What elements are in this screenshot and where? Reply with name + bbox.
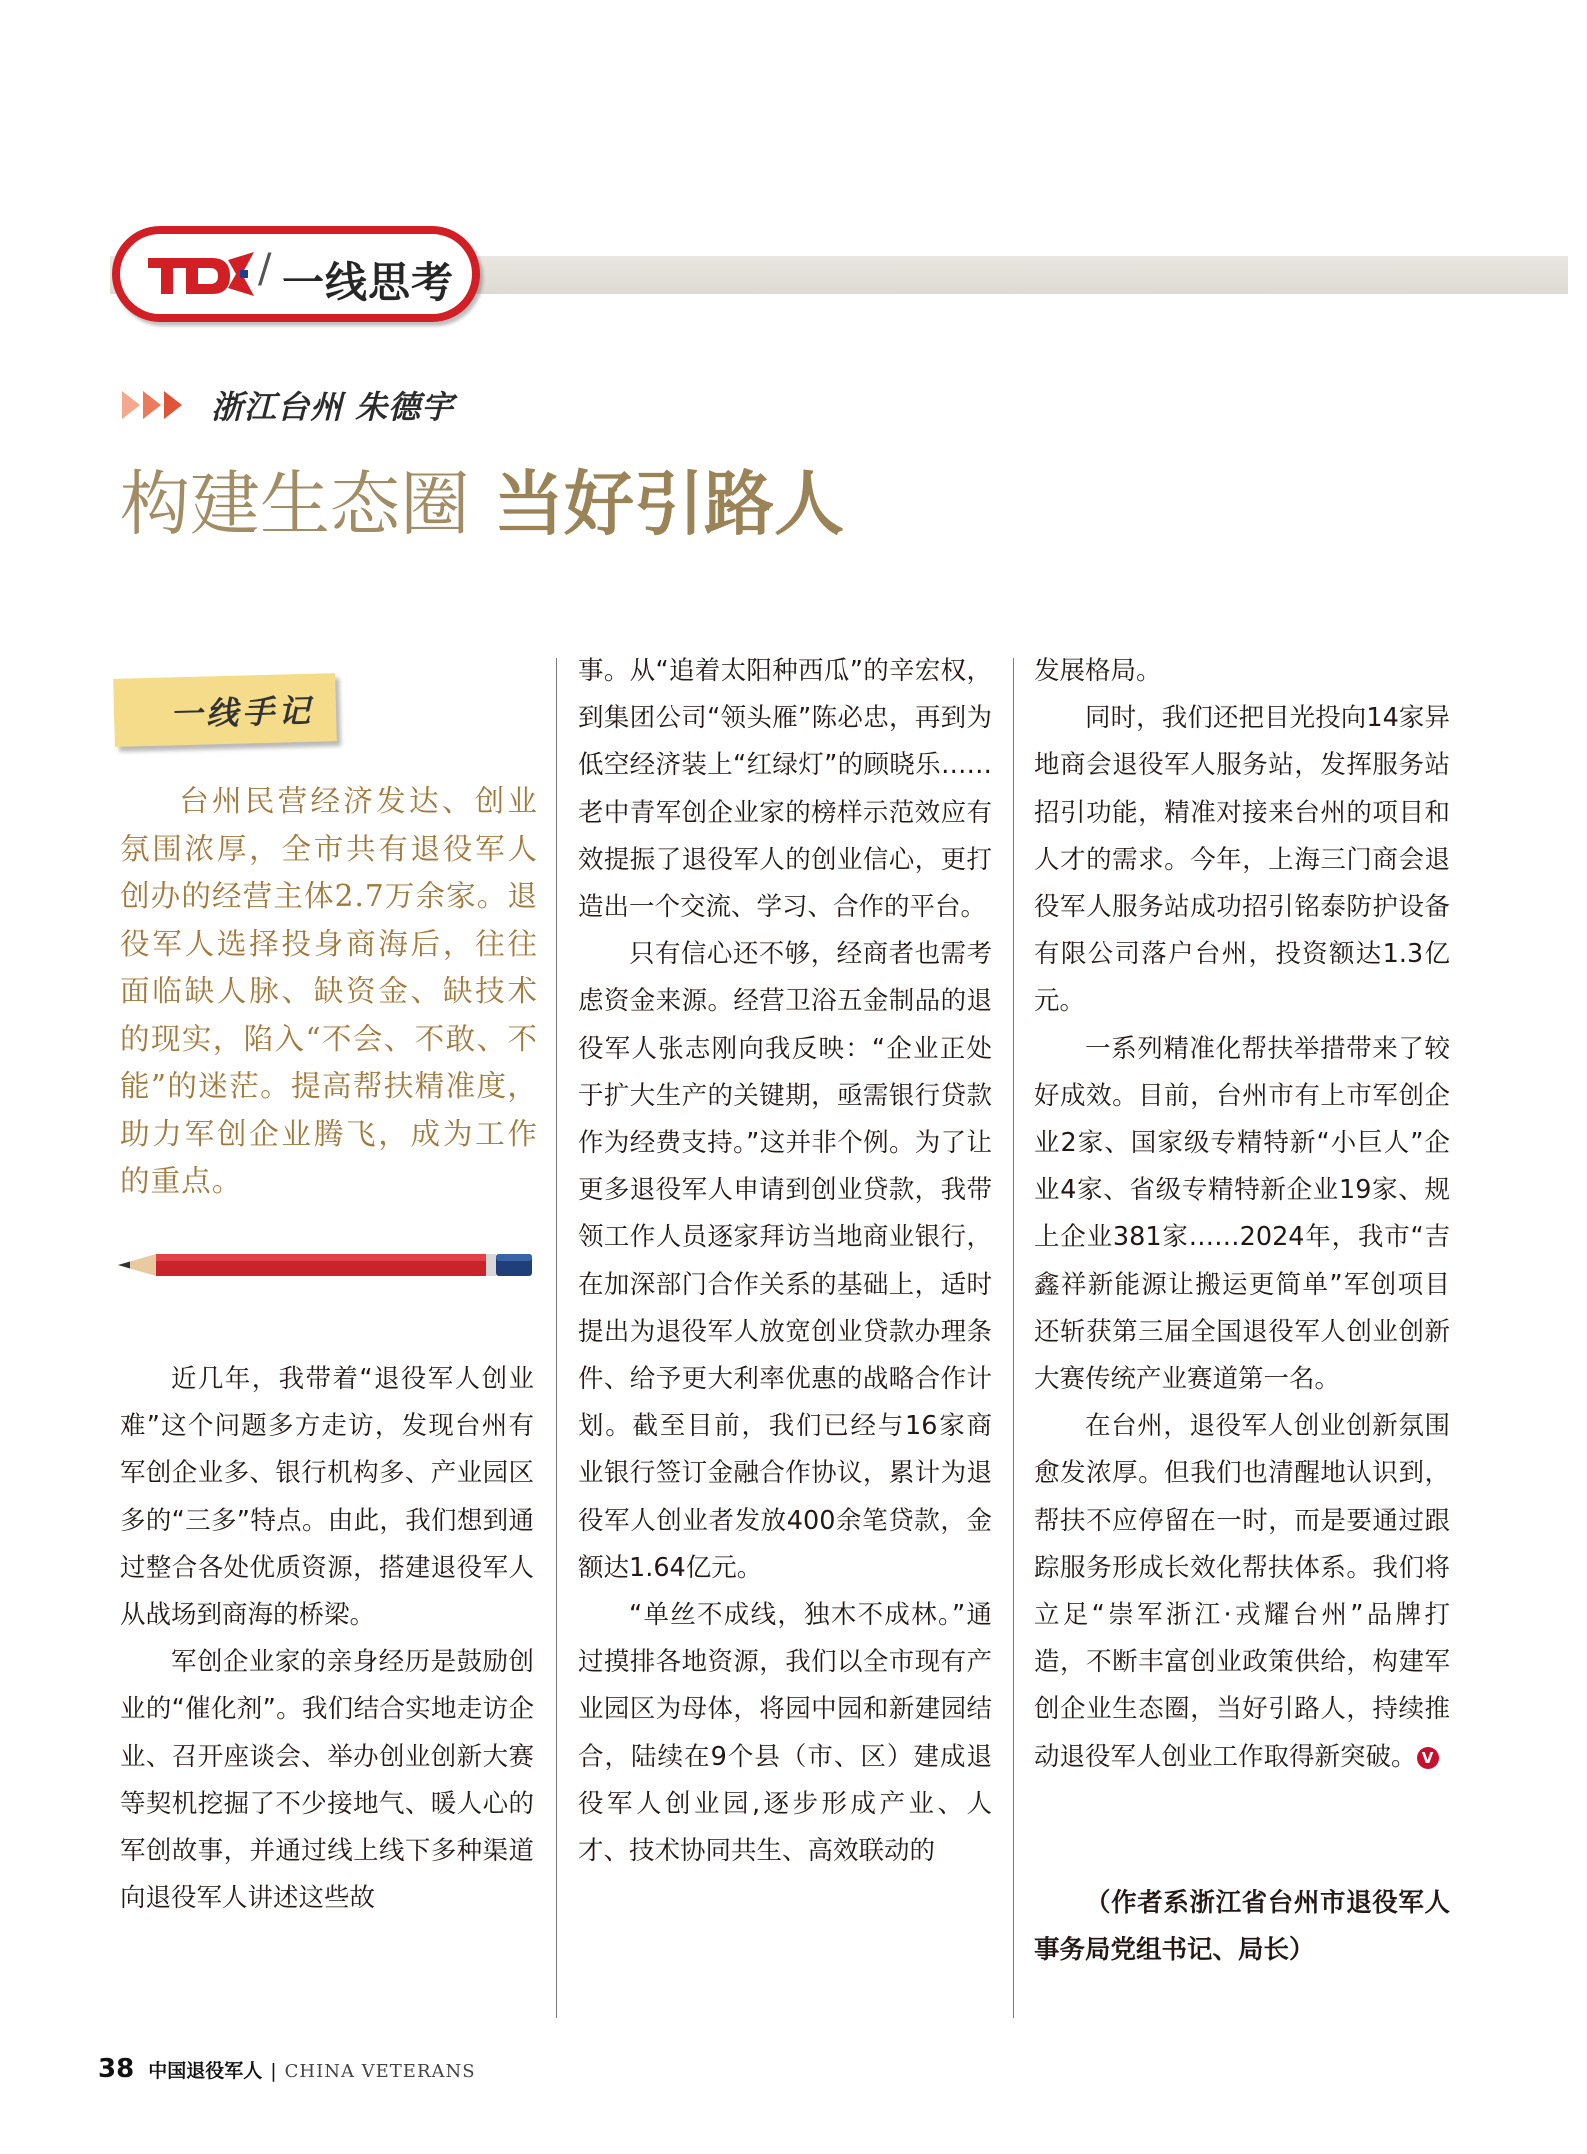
paragraph: 发展格局。 — [1034, 656, 1162, 686]
footer-separator: | — [270, 2060, 277, 2082]
paragraph-text: 在台州，退役军人创业创新氛围愈发浓厚。但我们也清醒地认识到，帮扶不应停留在一时，而是要通过跟踪服务形成长效化帮扶体系。我们将立足“崇军浙江·戎耀台州”品牌打造，不断丰富创业政策供给，构建军创企业生态圈，当好引路人，持续推动退役军人创业工作取得新突破。 — [1034, 1411, 1450, 1772]
headline-part-2: 当好引路人 — [494, 463, 844, 545]
paragraph: “单丝不成线，独木不成林。”通过摸排各地资源，我们以全市现有产业园区为母体，将园中园和新建园结合，陆续在9个县（市、区）建成退役军人创业园,逐步形成产业、人才、技术协同共生、高效联动的 — [578, 1600, 992, 1867]
article-headline — [120, 462, 844, 546]
byline-arrows-icon — [122, 391, 185, 419]
column-divider — [1013, 658, 1014, 2018]
note-tab-label: 一线手记 — [169, 691, 315, 734]
page-footer — [98, 2054, 476, 2084]
section-header-badge — [112, 226, 480, 322]
paragraph: 近几年，我带着“退役军人创业难”这个问题多方走访，发现台州有军创企业多、银行机构多、产业园区多的“三多”特点。由此，我们想到通过整合各处优质资源，搭建退役军人从战场到商海的桥梁。 — [120, 1364, 534, 1631]
end-mark-icon: V — [1417, 1747, 1439, 1769]
body-column-1 — [120, 1356, 534, 1922]
section-title-slash: / — [258, 246, 272, 292]
magazine-name-english: CHINA VETERANS — [284, 2061, 476, 2082]
paragraph — [1034, 1403, 1450, 1781]
paragraph: 军创企业家的亲身经历是鼓励创业的“催化剂”。我们结合实地走访企业、召开座谈会、举办创业创新大赛等契机挖掘了不少接地气、暖人心的军创故事，并通过线上线下多种渠道向退役军人讲述这些故 — [120, 1647, 534, 1914]
headline-part-1: 构建生态圈 — [120, 463, 470, 545]
column-logo-icon — [142, 248, 260, 300]
paragraph: 事。从“追着太阳种西瓜”的辛宏权，到集团公司“领头雁”陈必忠，再到为低空经济装上“红绿灯”的顾晓乐……老中青军创企业家的榜样示范效应有效提振了退役军人的创业信心，更打造出一个交流、学习、合作的平台。 — [578, 656, 992, 923]
magazine-name: 中国退役军人 — [148, 2060, 263, 2082]
paragraph: 只有信心还不够，经商者也需考虑资金来源。经营卫浴五金制品的退役军人张志刚向我反映：“企业正处于扩大生产的关键期，亟需银行贷款作为经费支持。”这并非个例。为了让更多退役军人申请到创业贷款，我带领工作人员逐家拜访当地商业银行，在加深部门合作关系的基础上，适时提出为退役军人放宽创业贷款办理条件、给予更大利率优惠的战略合作计划。截至目前，我们已经与16家商业银行签订金融合作协议，累计为退役军人创业者发放400余笔贷款，金额达1.64亿元。 — [578, 939, 992, 1583]
section-title: 一线思考 — [282, 258, 455, 307]
paragraph: 同时，我们还把目光投向14家异地商会退役军人服务站，发挥服务站招引功能，精准对接来台州的项目和人才的需求。今年，上海三门商会退役军人服务站成功招引铭泰防护设备有限公司落户台州，投资额达1.3亿元。 — [1034, 703, 1450, 1017]
note-text: 台州民营经济发达、创业氛围浓厚，全市共有退役军人创办的经营主体2.7万余家。退役军人选择投身商海后，往往面临缺人脉、缺资金、缺技术的现实，陷入“不会、不敢、不能”的迷茫。提高帮扶精准度，助力军创企业腾飞，成为工作的重点。 — [120, 784, 538, 1198]
column-divider — [556, 658, 557, 2018]
body-column-3 — [1034, 648, 1450, 1781]
pencil-divider-icon — [118, 1250, 538, 1280]
byline-author: 浙江台州 朱德宇 — [211, 388, 455, 426]
byline — [122, 380, 454, 430]
author-note: （作者系浙江省台州市退役军人事务局党组书记、局长） — [1034, 1888, 1450, 1966]
page-number: 38 — [98, 2054, 135, 2084]
body-column-2 — [578, 648, 992, 1875]
note-tab — [113, 673, 337, 747]
paragraph: 一系列精准化帮扶举措带来了较好成效。目前，台州市有上市军创企业2家、国家级专精特新“小巨人”企业4家、省级专精特新企业19家、规上企业381家……2024年，我市“吉鑫祥新能源让搬运更简单”军创项目还斩获第三届全国退役军人创业创新大赛传统产业赛道第一名。 — [1034, 1033, 1450, 1395]
